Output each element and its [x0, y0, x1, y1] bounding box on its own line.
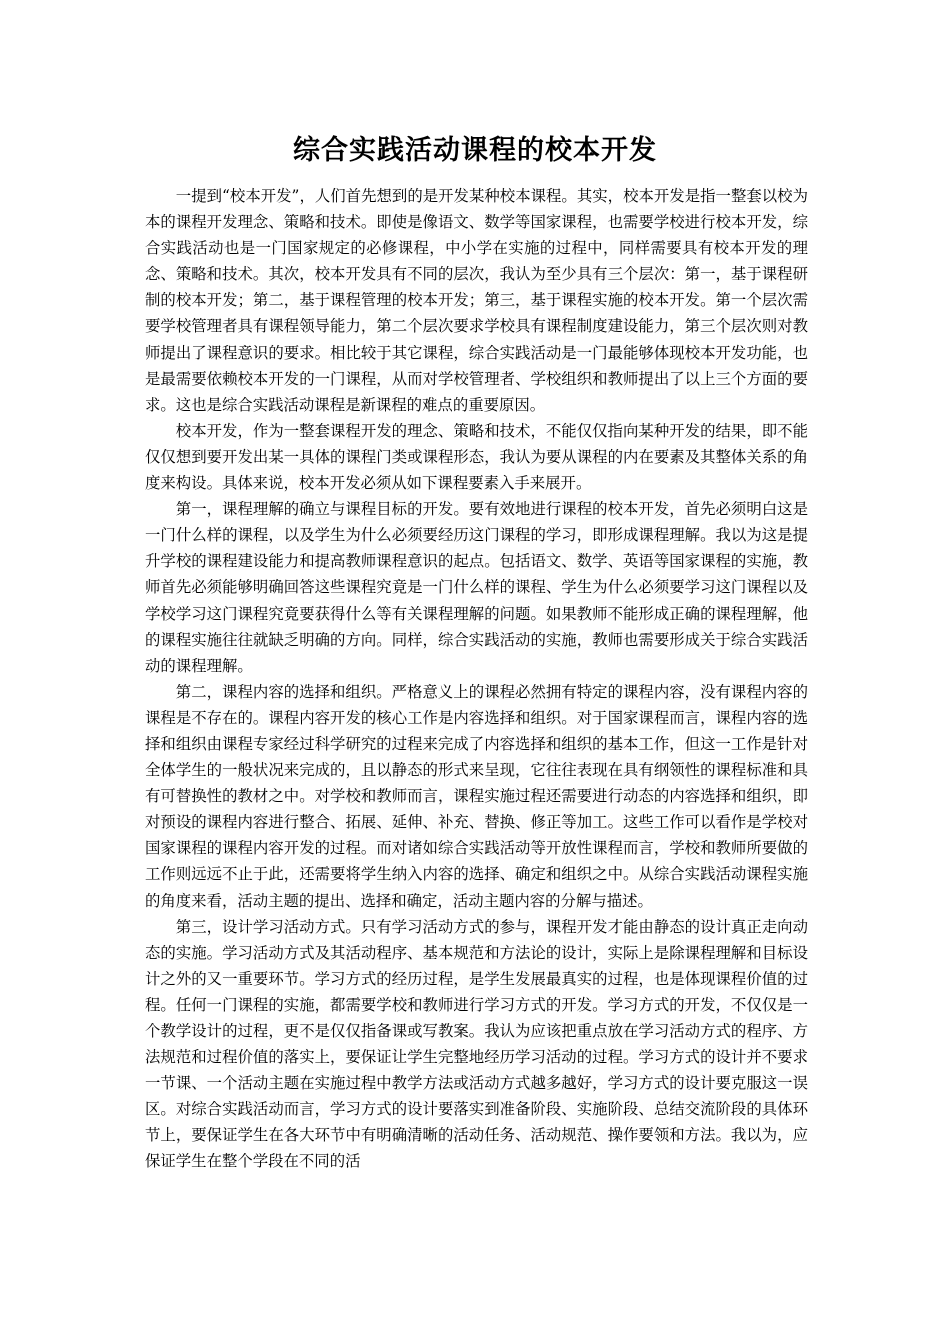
paragraph-4: 第二，课程内容的选择和组织。严格意义上的课程必然拥有特定的课程内容，没有课程内容的课程是不存在的。课程内容开发的核心工作是内容选择和组织。对于国家课程而言，课程内容的选择和组织由课程专家经过科学研究的过程来完成了内容选择和组织的基本工作，但这一工作是针对全体学生的一般状况来完成的，且以静态的形式来呈现，它往往表现在具有纲领性的课程标准和具有可替换性的教材之中。对学校和教师而言，课程实施过程还需要进行动态的内容选择和组织，即对预设的课程内容进行整合、拓展、延伸、补充、替换、修正等加工。这些工作可以看作是学校对国家课程的课程内容开发的过程。而对诸如综合实践活动等开放性课程而言，学校和教师所要做的工作则远远不止于此，还需要将学生纳入内容的选择、确定和组织之中。从综合实践活动课程实施的角度来看，活动主题的提出、选择和确定，活动主题内容的分解与描述。: [145, 682, 808, 910]
paragraph-1: 一提到“校本开发”，人们首先想到的是开发某种校本课程。其实，校本开发是指一整套以校为本的课程开发理念、策略和技术。即使是像语文、数学等国家课程，也需要学校进行校本开发，综合实践活动也是一门国家规定的必修课程，中小学在实施的过程中，同样需要具有校本开发的理念、策略和技术。其次，校本开发具有不同的层次，我认为至少具有三个层次：第一，基于课程研制的校本开发；第二，基于课程管理的校本开发；第三，基于课程实施的校本开发。第一个层次需要学校管理者具有课程领导能力，第二个层次要求学校具有课程制度建设能力，第三个层次则对教师提出了课程意识的要求。相比较于其它课程，综合实践活动是一门最能够体现校本开发功能，也是最需要依赖校本开发的一门课程，从而对学校管理者、学校组织和教师提出了以上三个方面的要求。这也是综合实践活动课程是新课程的难点的重要原因。: [145, 187, 808, 414]
paragraph-5: 第三，设计学习活动方式。只有学习活动方式的参与，课程开发才能由静态的设计真正走向动态的实施。学习活动方式及其活动程序、基本规范和方法论的设计，实际上是除课程理解和目标设计之外的又一重要环节。学习方式的经历过程，是学生发展最真实的过程，也是体现课程价值的过程。任何一门课程的实施，都需要学校和教师进行学习方式的开发。学习方式的开发，不仅仅是一个教学设计的过程，更不是仅仅指备课或写教案。我认为应该把重点放在学习活动方式的程序、方法规范和过程价值的落实上，要保证让学生完整地经历学习活动的过程。学习方式的设计并不要求一节课、一个活动主题在实施过程中教学方法或活动方式越多越好，学习方式的设计要克服这一误区。对综合实践活动而言，学习方式的设计要落实到准备阶段、实施阶段、总结交流阶段的具体环节上，要保证学生在各大环节中有明确清晰的活动任务、活动规范、操作要领和方法。我以为，应保证学生在整个学段在不同的活: [145, 917, 808, 1171]
document-body: [145, 183, 808, 1175]
paragraph-2: 校本开发，作为一整套课程开发的理念、策略和技术，不能仅仅指向某种开发的结果，即不能仅仅想到要开发出某一具体的课程门类或课程形态，我认为要从课程的内在要素及其整体关系的角度来构设。具体来说，校本开发必须从如下课程要素入手来展开。: [145, 421, 808, 493]
paragraph-3: 第一，课程理解的确立与课程目标的开发。要有效地进行课程的校本开发，首先必须明白这是一门什么样的课程，以及学生为什么必须要经历这门课程的学习，即形成课程理解。我以为这是提升学校的课程建设能力和提高教师课程意识的起点。包括语文、数学、英语等国家课程的实施，教师首先必须能够明确回答这些课程究竟是一门什么样的课程、学生为什么必须要学习这门课程以及学校学习这门课程究竟要获得什么等有关课程理解的问题。如果教师不能形成正确的课程理解，他的课程实施往往就缺乏明确的方向。同样，综合实践活动的实施，教师也需要形成关于综合实践活动的课程理解。: [145, 500, 808, 675]
document-title: 综合实践活动课程的校本开发: [293, 135, 657, 166]
